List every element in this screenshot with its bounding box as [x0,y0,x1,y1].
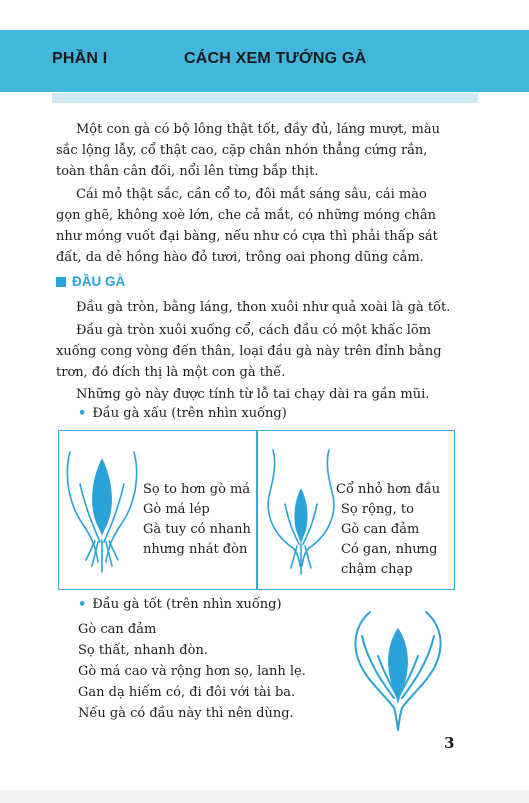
bottom-strip [0,790,529,803]
good-head-caption-text: Đầu gà tốt (trên nhìn xuống) [92,597,282,612]
good-head-caption [78,597,282,612]
section-para3: Những gò này được tính từ lỗ tai chạy dài ra gần mũi. [76,387,430,402]
header-underline [52,93,478,103]
comparison-divider [256,430,258,590]
intro-p1-line1: Một con gà có bộ lông thật tốt, đầy đủ, láng mượt, màu [76,122,440,137]
chicken-head-good-illustration [348,606,448,736]
bad-heads-caption [78,406,287,421]
section-para1: Đầu gà tròn, bằng láng, thon xuôi như quả xoài là gà tốt. [76,300,451,315]
section-para2-line3: trơn, đó đích thị là một con gà thế. [56,365,286,380]
bad-left-line1: Sọ to hơn gò má [143,482,251,497]
dot-bullet-icon: • [78,406,87,421]
bad-right-line4: Có gan, nhưng [341,542,438,557]
bad-right-line1: Cổ nhỏ hơn đầu [336,482,441,497]
bad-right-line5: chậm chạp [341,562,413,577]
good-head-line5: Nếu gà có đầu này thì nên dùng. [78,706,294,721]
bad-left-line3: Gà tuy có nhanh [143,522,251,537]
section-heading [56,274,125,289]
chicken-head-bad-right-illustration [263,444,339,579]
bad-heads-caption-text: Đầu gà xấu (trên nhìn xuống) [92,406,287,421]
page-number: 3 [444,734,455,752]
good-head-line2: Sọ thất, nhanh đòn. [78,643,208,658]
intro-p2-line4: đất, da dẻ hồng hào đỏ tươi, trông oai phong dũng cảm. [56,250,424,265]
intro-p1-line3: toàn thân cân đối, nổi lên từng bắp thịt. [56,164,319,179]
section-para2-line1: Đầu gà tròn xuôi xuống cổ, cách đầu có một khấc lõm [76,323,432,338]
good-head-line1: Gò can đảm [78,622,157,637]
section-para2-line2: xuống cong vòng đến thân, loại đầu gà này trên đỉnh bằng [56,344,442,359]
bad-left-line4: nhưng nhát đòn [143,542,248,557]
intro-p1-line2: sắc lộng lẫy, cổ thật cao, cặp chân nhón thẳng cứng rắn, [56,143,428,158]
square-bullet-icon [56,277,66,287]
intro-p2-line1: Cái mỏ thật sắc, cần cổ to, đôi mắt sáng sâu, cái mào [76,187,427,202]
intro-p2-line2: gọn ghẽ, không xoè lớn, che cả mắt, có những móng chân [56,208,436,223]
good-head-line3: Gò má cao và rộng hơn sọ, lanh lẹ. [78,664,306,679]
part-label: PHẦN I [52,50,108,67]
dot-bullet-icon: • [78,597,87,612]
good-head-line4: Gan dạ hiếm có, đi đôi với tài ba. [78,685,296,700]
chapter-title: CÁCH XEM TƯỚNG GÀ [184,50,367,67]
intro-p2-line3: như móng vuốt đại bàng, nếu như có cựa thì phải thấp sát [56,229,438,244]
chicken-head-bad-left-illustration [62,444,142,579]
bad-right-line3: Gò can đảm [341,522,420,537]
bad-right-line2: Sọ rộng, to [341,502,414,517]
bad-left-line2: Gò má lép [143,502,210,517]
section-heading-text: ĐẦU GÀ [72,274,126,289]
